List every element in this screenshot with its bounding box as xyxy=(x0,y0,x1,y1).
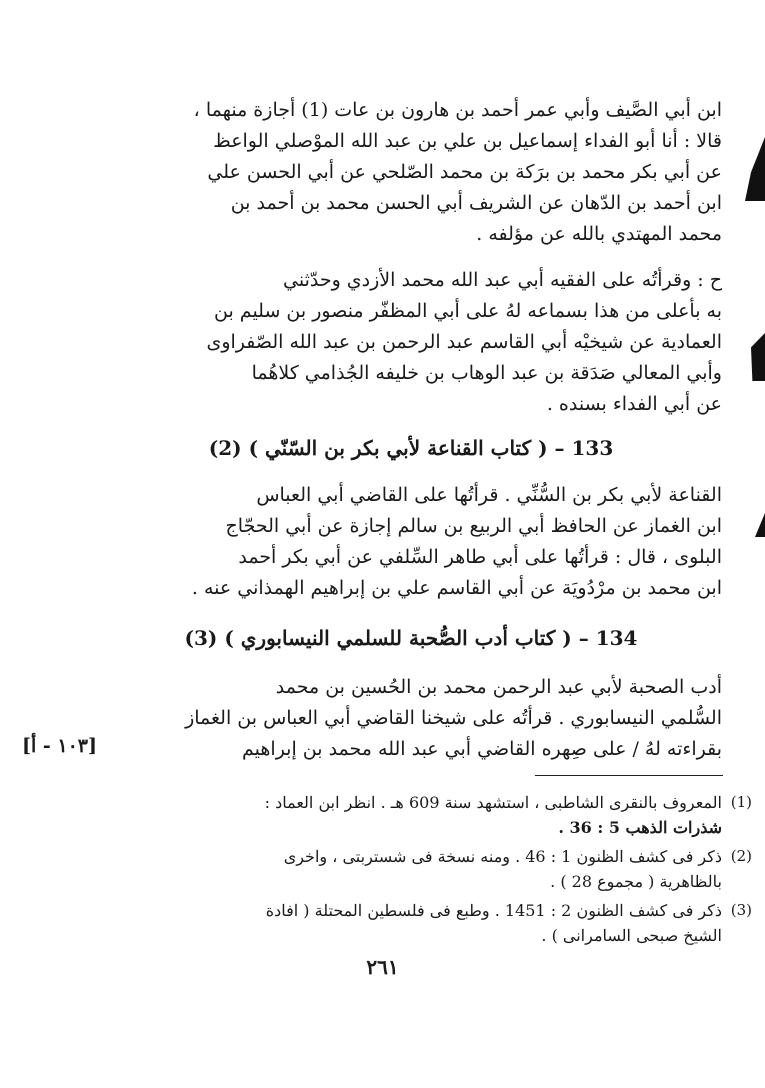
footnote-text: ذكر فى كشف الظنون 2 : 1451 . وطبع فى فلسطين المحتلة ( افادة xyxy=(265,901,722,920)
section-heading-134 xyxy=(100,623,722,653)
text-line: عن أبي بكر محمد بن برَكة بن محمد الصّلحي عن أبي الحسن علي xyxy=(207,161,722,183)
text-line: ابن أحمد بن الدّهان عن الشريف أبي الحسن محمد بن أحمد بن xyxy=(230,192,722,214)
page-number: ٢٦١ xyxy=(366,955,399,979)
text-line: قالا : أنا أبو الفداء إسماعيل بن علي بن عبد الله الموْصلي الواعظ xyxy=(213,130,722,152)
text-line: به بأعلى من هذا بسماعه لهُ على أبي المظفّر منصور بن سليم بن xyxy=(214,300,722,322)
text-line: القناعة لأبي بكر بن السُّنِّي . قرأتُها على القاضي أبي العباس xyxy=(256,484,722,506)
footnote-text: شذرات الذهب 5 : 36 . xyxy=(558,818,722,837)
margin-mark xyxy=(751,333,765,381)
footnote xyxy=(100,844,752,894)
section-number: 134 xyxy=(595,626,638,650)
footnotes xyxy=(100,790,752,952)
paragraph-adab-suhba xyxy=(100,672,722,765)
footnote-marker: (3) xyxy=(730,901,752,919)
footnote-separator xyxy=(535,775,723,776)
footnote-text: المعروف بالنقرى الشاطبى ، استشهد سنة 609 هـ . انظر ابن العماد : xyxy=(264,793,722,812)
footnote-text: بالظاهرية ( مجموع 28 ) . xyxy=(550,872,722,891)
footnote-marker: (2) xyxy=(730,847,752,865)
text-line: أدب الصحبة لأبي عبد الرحمن محمد بن الحُسين بن محمد xyxy=(275,676,722,698)
manuscript-folio-ref: [١٠٣ - أ] xyxy=(22,735,98,757)
text-line: ابن الغماز عن الحافظ أبي الربيع بن سالم إجازة عن أبي الحجّاج xyxy=(225,515,722,537)
section-title: – ( كتاب القناعة لأبي بكر بن السّنّي ) (2) xyxy=(208,436,565,460)
footnote xyxy=(100,898,752,948)
text-line: بقراءته لهُ / على صِهره القاضي أبي عبد الله محمد بن إبراهيم xyxy=(242,738,722,760)
text-line: البلوى ، قال : قرأتُها على أبي طاهر السِّلفي عن أبي بكر أحمد xyxy=(238,546,722,568)
section-title: – ( كتاب أدب الصُّحبة للسلمي النيسابوري ) (3) xyxy=(184,626,589,650)
section-heading-133 xyxy=(100,433,722,463)
footnote-marker: (1) xyxy=(730,793,752,811)
margin-mark xyxy=(755,513,765,537)
margin-mark xyxy=(745,137,765,201)
paragraph-isnad-2 xyxy=(100,265,722,420)
footnote xyxy=(100,790,752,840)
text-line: محمد المهتدي بالله عن مؤلفه . xyxy=(476,223,722,245)
text-line: ابن أبي الصَّيف وأبي عمر أحمد بن هارون بن عات (1) أجازة منهما ، xyxy=(193,99,722,121)
paragraph-qanaah xyxy=(100,480,722,604)
section-number: 133 xyxy=(571,436,614,460)
text-line: عن أبي الفداء بسنده . xyxy=(546,393,722,415)
text-line: العمادية عن شيخيْه أبي القاسم عبد الرحمن بن عبد الله الصّفراوى xyxy=(206,331,722,353)
text-line: السُّلمي النيسابوري . قرأتُه على شيخنا القاضي أبي العباس بن الغماز xyxy=(185,707,722,729)
footnote-text: الشيخ صبحى السامرانى ) . xyxy=(541,926,722,945)
text-line: وأبي المعالي صَدَقة بن عبد الوهاب بن خليفه الجُذامي كلاهُما xyxy=(251,362,722,384)
text-line: ح : وقرأتُه على الفقيه أبي عبد الله محمد الأزدي وحدّثني xyxy=(283,269,722,291)
paragraph-isnad-1 xyxy=(100,95,722,250)
text-line: ابن محمد بن مرْدُويَة عن أبي القاسم علي بن إبراهيم الهمذاني عنه . xyxy=(191,577,722,599)
footnote-text: ذكر فى كشف الظنون 1 : 46 . ومنه نسخة فى شستربتى ، واخرى xyxy=(283,847,722,866)
